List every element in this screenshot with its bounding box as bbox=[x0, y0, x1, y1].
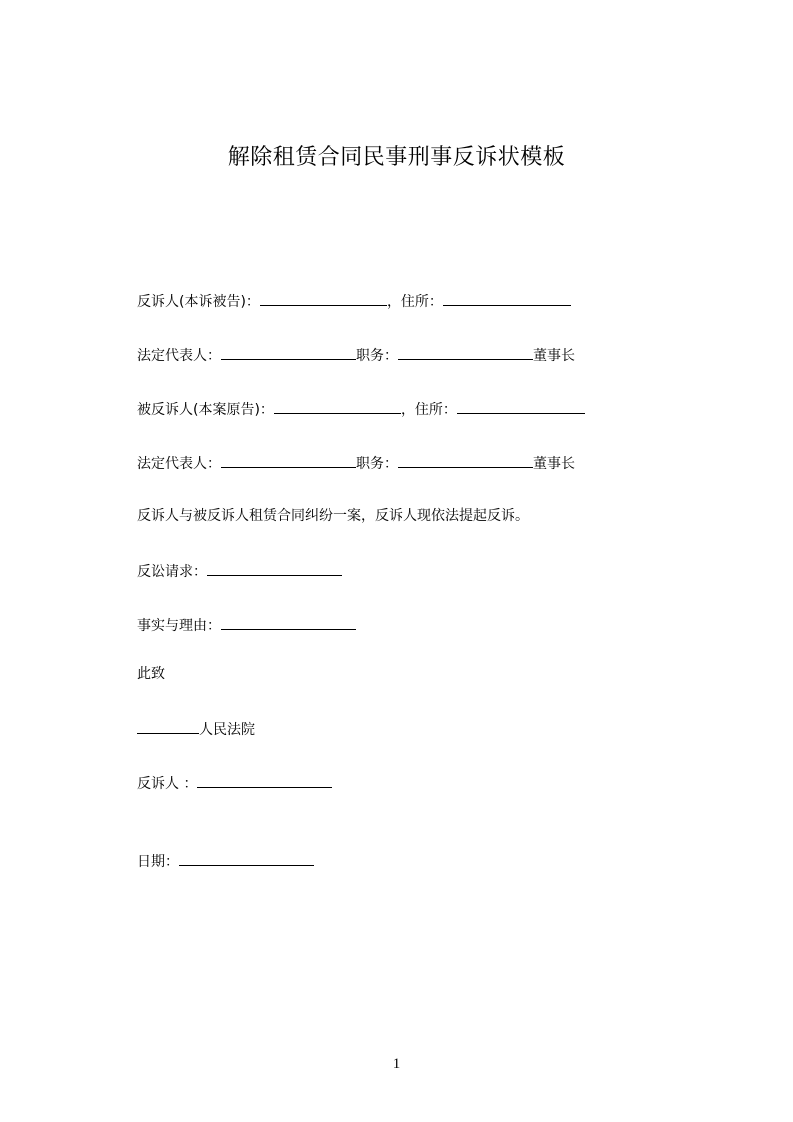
chairman-text: 董事长 bbox=[533, 348, 575, 364]
counter-plaintiff-label: 反诉人(本诉被告)： bbox=[137, 294, 260, 310]
date-line bbox=[137, 850, 314, 872]
legal-rep-line-2 bbox=[137, 452, 575, 474]
legal-rep-label: 法定代表人： bbox=[137, 456, 221, 472]
position-label: 职务： bbox=[356, 456, 398, 472]
facts-label: 事实与理由： bbox=[137, 618, 221, 634]
document-title: 解除租赁合同民事刑事反诉状模板 bbox=[227, 145, 566, 170]
position-blank[interactable] bbox=[398, 452, 533, 468]
claims-line bbox=[137, 560, 342, 582]
counter-defendant-line bbox=[137, 398, 585, 420]
court-suffix: 人民法院 bbox=[199, 722, 255, 738]
position-label: 职务： bbox=[356, 348, 398, 364]
date-blank[interactable] bbox=[179, 850, 314, 866]
residence-label: ，住所： bbox=[400, 402, 457, 418]
legal-rep-label: 法定代表人： bbox=[137, 348, 221, 364]
facts-blank[interactable] bbox=[221, 614, 356, 630]
counter-plaintiff-residence-blank[interactable] bbox=[443, 290, 571, 306]
counter-plaintiff-line bbox=[137, 290, 571, 312]
legal-rep-line-1 bbox=[137, 344, 575, 366]
legal-rep-name-blank[interactable] bbox=[221, 452, 356, 468]
statement-line: 反诉人与被反诉人租赁合同纠纷一案，反诉人现依法提起反诉。 bbox=[137, 508, 529, 524]
legal-rep-name-blank[interactable] bbox=[221, 344, 356, 360]
signer-line bbox=[137, 772, 332, 794]
salutation-line: 此致 bbox=[137, 666, 165, 682]
facts-line bbox=[137, 614, 356, 636]
counter-defendant-name-blank[interactable] bbox=[274, 398, 401, 414]
residence-label: ，住所： bbox=[386, 294, 443, 310]
claims-blank[interactable] bbox=[207, 560, 342, 576]
signer-label: 反诉人 ： bbox=[137, 776, 198, 792]
chairman-text: 董事长 bbox=[533, 456, 575, 472]
date-label: 日期： bbox=[137, 854, 179, 870]
court-line bbox=[137, 718, 255, 740]
counter-plaintiff-name-blank[interactable] bbox=[260, 290, 387, 306]
page-number: 1 bbox=[392, 1056, 401, 1072]
counter-defendant-label: 被反诉人(本案原告)： bbox=[137, 402, 274, 418]
claims-label: 反讼请求： bbox=[137, 564, 207, 580]
signer-blank[interactable] bbox=[197, 772, 332, 788]
position-blank[interactable] bbox=[398, 344, 533, 360]
counter-defendant-residence-blank[interactable] bbox=[457, 398, 585, 414]
court-name-blank[interactable] bbox=[137, 718, 199, 734]
